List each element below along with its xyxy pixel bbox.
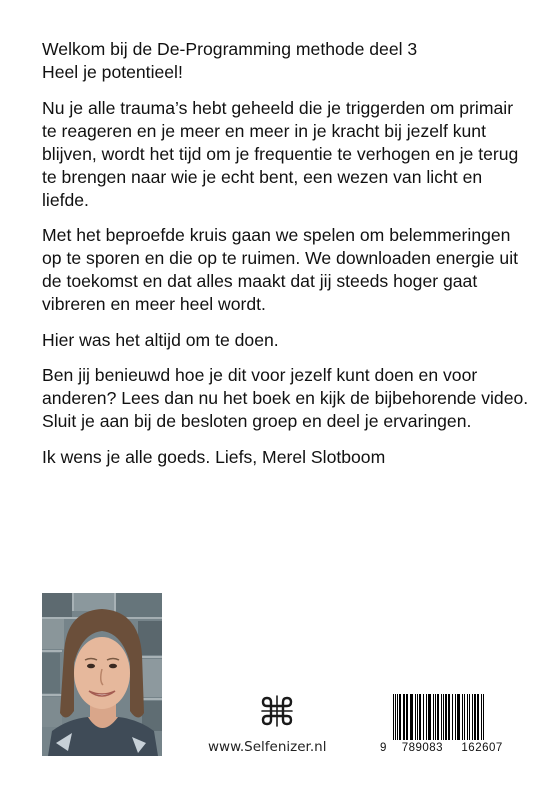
barcode-bar <box>417 694 418 740</box>
paragraph-4: Ben jij benieuwd hoe je dit voor jezelf kunt doen en voor anderen? Lees dan nu het boek en kijk de bijbehorende video. Sluit je aan bij de besloten groep en deel je ervaringen. <box>42 365 529 431</box>
paragraph-3: Hier was het altijd om te doen. <box>42 329 279 350</box>
barcode-bar <box>441 694 442 740</box>
barcode-bar <box>462 694 463 740</box>
barcode-bar <box>437 694 439 740</box>
paragraph-1: Nu je alle trauma’s hebt geheeld die je triggerden om primair te reageren en je meer en meer in je kracht bij jezelf kunt blijven, wordt het tijd om je frequentie te verhogen en je terug te brengen naar wie je echt bent, een wezen van licht en liefde. <box>42 97 519 210</box>
barcode-bar <box>467 694 468 740</box>
barcode-bar <box>455 694 456 740</box>
barcode-bar <box>410 694 413 740</box>
barcode-bar <box>423 694 424 740</box>
barcode-bar <box>452 694 453 740</box>
isbn-prefix: 9 <box>380 742 387 754</box>
barcode-bar <box>469 694 470 740</box>
barcode-bar <box>428 694 431 740</box>
barcode-bar <box>415 694 416 740</box>
barcode-bar <box>395 694 396 740</box>
intro-line-2: Heel je potentieel! <box>42 62 183 82</box>
barcode-bar <box>403 694 405 740</box>
barcode-bar <box>399 694 401 740</box>
author-photo <box>42 593 162 756</box>
signature-line: Ik wens je alle goeds. Liefs, Merel Slotboom <box>42 446 386 467</box>
barcode-bar <box>435 694 436 740</box>
barcode-bar <box>406 694 408 740</box>
barcode-bar <box>419 694 421 740</box>
barcode-bar <box>397 694 398 740</box>
barcode-bar <box>481 694 482 740</box>
barcode-bar <box>393 694 394 740</box>
isbn-number <box>380 742 520 754</box>
barcode-bar <box>448 694 450 740</box>
back-cover-text <box>42 38 532 481</box>
publisher-website: www.Selfenizer.nl <box>208 739 327 755</box>
isbn-group-1: 789083 <box>401 742 444 754</box>
barcode <box>391 694 517 740</box>
paragraph-2: Met het beproefde kruis gaan we spelen om belemmeringen op te sporen en die op te ruimen. We downloaden energie uit de toekomst en dat alles maakt dat jij steeds hoger gaat vibreren en meer heel wordt. <box>42 225 519 314</box>
barcode-bar <box>474 694 476 740</box>
barcode-bar <box>445 694 447 740</box>
intro <box>42 38 532 84</box>
barcode-bar <box>426 694 427 740</box>
isbn-group-2: 162607 <box>461 742 503 754</box>
barcode-bar <box>483 694 484 740</box>
barcode-bar <box>464 694 465 740</box>
barcode-bar <box>457 694 460 740</box>
selfenizer-knot-icon <box>260 694 294 728</box>
barcode-bar <box>472 694 473 740</box>
barcode-bar <box>443 694 444 740</box>
intro-line-1: Welkom bij de De-Programming methode deel 3 <box>42 39 418 59</box>
barcode-bar <box>477 694 479 740</box>
barcode-bar <box>433 694 434 740</box>
